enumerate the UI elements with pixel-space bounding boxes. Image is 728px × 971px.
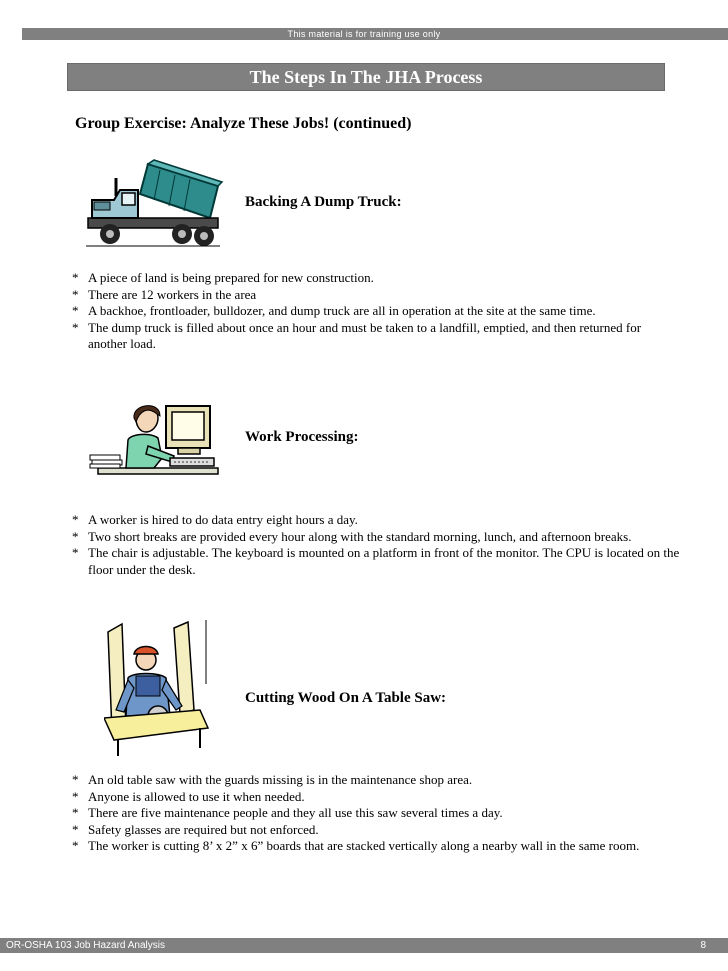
- computer-worker-icon: [88, 400, 220, 486]
- dump-truck-icon: [80, 156, 225, 248]
- list-item: * A worker is hired to do data entry eight hours a day.: [70, 512, 680, 529]
- list-item: * An old table saw with the guards missing is in the maintenance shop area.: [70, 772, 680, 789]
- training-notice: This material is for training use only: [287, 29, 441, 39]
- footer-course-title: OR-OSHA 103 Job Hazard Analysis: [6, 940, 165, 951]
- section-heading-table-saw: Cutting Wood On A Table Saw:: [245, 690, 447, 706]
- dump-truck-bullet-list: [70, 270, 680, 353]
- exercise-subtitle: Group Exercise: Analyze These Jobs! (continued): [75, 115, 412, 132]
- table-saw-worker-icon: [104, 620, 210, 758]
- section-heading-work-processing: Work Processing:: [245, 429, 359, 445]
- list-item: * Anyone is allowed to use it when needed.: [70, 789, 680, 806]
- list-item: * A backhoe, frontloader, bulldozer, and dump truck are all in operation at the site at the same time.: [70, 303, 680, 320]
- list-item: * There are five maintenance people and they all use this saw several times a day.: [70, 805, 680, 822]
- list-item: * The dump truck is filled about once an hour and must be taken to a landfill, emptied, and then returned for another load.: [70, 320, 680, 353]
- page-footer: [0, 938, 728, 953]
- section-heading-dump-truck: Backing A Dump Truck:: [245, 194, 402, 210]
- list-item: * The worker is cutting 8’ x 2” x 6” boards that are stacked vertically along a nearby wall in the same room.: [70, 838, 680, 855]
- list-item: * A piece of land is being prepared for new construction.: [70, 270, 680, 287]
- list-item: * There are 12 workers in the area: [70, 287, 680, 304]
- list-item: * Safety glasses are required but not enforced.: [70, 822, 680, 839]
- page-title: The Steps In The JHA Process: [67, 63, 665, 91]
- table-saw-bullet-list: [70, 772, 680, 855]
- list-item: * Two short breaks are provided every hour along with the standard morning, lunch, and afternoon breaks.: [70, 529, 680, 546]
- training-notice-bar: [22, 28, 728, 40]
- list-item: * The chair is adjustable. The keyboard is mounted on a platform in front of the monitor. The CPU is located on the floor under the desk.: [70, 545, 680, 578]
- work-processing-bullet-list: [70, 512, 680, 578]
- page-number: 8: [700, 940, 706, 951]
